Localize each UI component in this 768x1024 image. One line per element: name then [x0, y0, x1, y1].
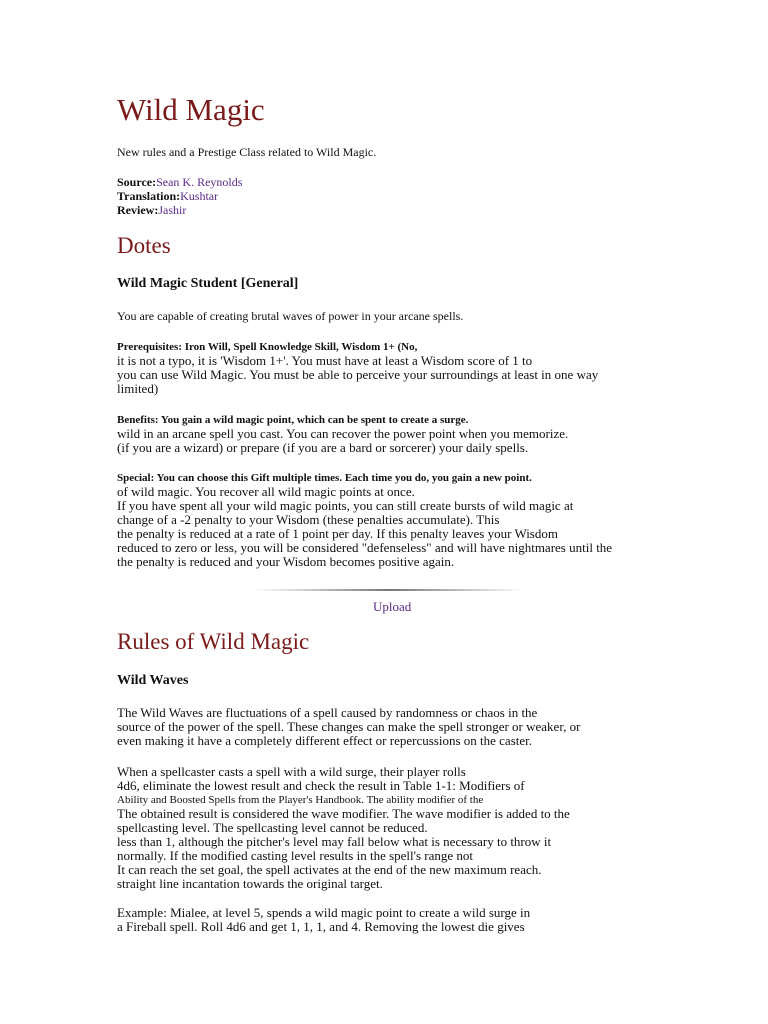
wild-waves-example: Example: Mialee, at level 5, spends a wild magic point to create a wild surge in a Fireball spell. Roll 4d6 and get 1, 1, 1, and 4. Removing the lowest die gives [117, 905, 531, 934]
intro-text: New rules and a Prestige Class related to Wild Magic. [117, 145, 377, 159]
credit-label: Translation: [117, 189, 181, 203]
feat-title: Wild Magic Student [General] [117, 276, 299, 291]
feat-description: You are capable of creating brutal waves of power in your arcane spells. [117, 309, 464, 323]
page-title: Wild Magic [117, 92, 265, 127]
wild-waves-paragraph-1: The Wild Waves are fluctuations of a spell caused by randomness or chaos in the source of the power of the spell. These changes can make the spell stronger or weaker, or even making it have a completely different effect or repercussions on the caster. [117, 705, 581, 748]
credit-label: Source: [117, 175, 157, 189]
benefits-lead: Benefits: You gain a wild magic point, which can be spent to create a surge. [117, 414, 469, 426]
section-heading-rules: Rules of Wild Magic [117, 629, 310, 654]
prerequisites-lead: Prerequisites: Iron Will, Spell Knowledge Skill, Wisdom 1+ (No, [117, 341, 418, 353]
credit-translation-link[interactable]: Kushtar [180, 189, 219, 203]
feat-prerequisites: Prerequisites: Iron Will, Spell Knowledge Skill, Wisdom 1+ (No, it is not a typo, it is 'Wisdom 1+'. You must have at least a Wisdom score of 1 to you can use Wild Magic. You must be able to perceive your surroundings at least in one way limited) [117, 340, 647, 396]
special-lead: Special: You can choose this Gift multiple times. Each time you do, you gain a new point. [117, 472, 532, 484]
section-heading-dotes: Dotes [117, 233, 171, 258]
feat-special: Special: You can choose this Gift multiple times. Each time you do, you gain a new point. of wild magic. You recover all wild magic points at once. If you have spent all your wild magic points, you can still create bursts of wild magic at change of a -2 penalty to your Wisdom (these penalties accumulate). This the penalty is reduced at a rate of 1 point per day. If this penalty leaves your Wisdom reduced to zero or less, you will be considered "defenseless" and will have nightmares until the the penalty is reduced and your Wisdom becomes positive again. [117, 471, 647, 569]
credit-label: Review: [117, 203, 159, 217]
credit-review-link[interactable]: Jashir [158, 203, 187, 217]
credit-translation [117, 189, 218, 203]
credit-source-link[interactable]: Sean K. Reynolds [156, 175, 243, 189]
subsection-heading-wild-waves: Wild Waves [117, 673, 189, 688]
credit-source [117, 175, 242, 189]
section-divider [255, 589, 525, 591]
wild-waves-paragraph-2: When a spellcaster casts a spell with a wild surge, their player rolls 4d6, eliminate the lowest result and check the result in Table 1-1: Modifiers of Ability and Boosted Spells from the Player's Handbook. The ability modifier of the The obtained result is considered the wave modifier. The wave modifier is added to the spellcasting level. The spellcasting level cannot be reduced. less than 1, although the pitcher's level may fall below what is necessary to throw it normally. If the modified casting level results in the spell's range not It can reach the set goal, the spell activates at the end of the new maximum reach. straight line incantation towards the original target. [117, 764, 570, 891]
upload-link[interactable]: Upload [373, 599, 412, 614]
feat-benefits: Benefits: You gain a wild magic point, which can be spent to create a surge. wild in an arcane spell you cast. You can recover the power point when you memorize. (if you are a wizard) or prepare (if you are a bard or sorcerer) your daily spells. [117, 413, 647, 455]
credit-review [117, 203, 186, 217]
